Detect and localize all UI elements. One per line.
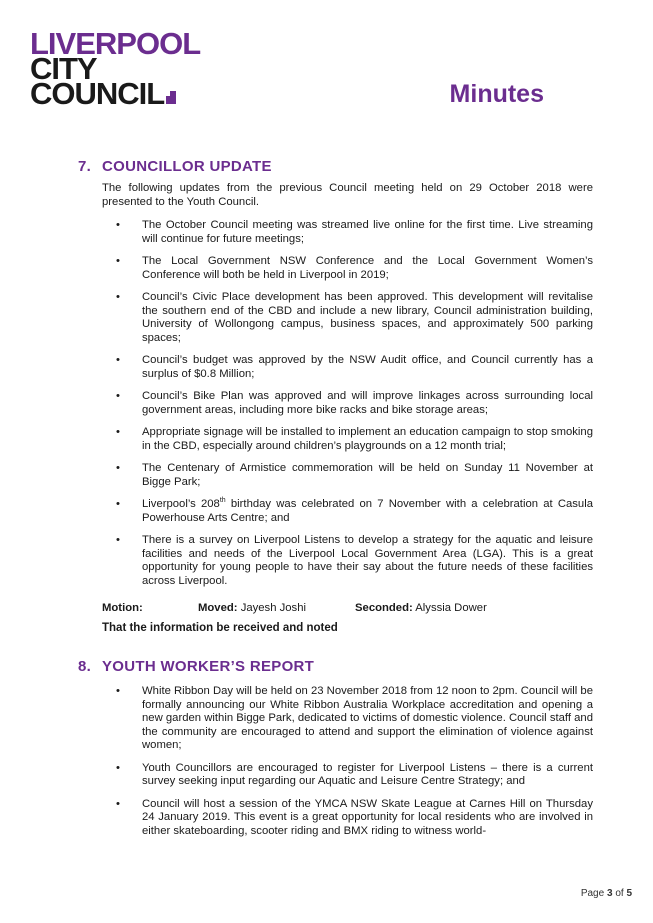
motion-row [102, 602, 593, 614]
logo-mark-icon [166, 96, 176, 104]
total-pages: 5 [626, 888, 632, 899]
logo-line-2: CITY [30, 51, 97, 86]
section-8-heading [78, 658, 593, 675]
section-youth-worker-report [78, 658, 593, 838]
section-8-title: YOUTH WORKER’S REPORT [102, 658, 315, 675]
list-item: • Council’s budget was approved by the NSW Audit office, and Council currently has a surplus of $0.8 Million; [116, 354, 593, 381]
resolution: That the information be received and noted [102, 622, 338, 634]
list-item [116, 498, 593, 525]
list-item: • The October Council meeting was streamed live online for the first time. Live streaming will continue for future meetings; [116, 219, 593, 246]
list-item: • There is a survey on Liverpool Listens to develop a strategy for the aquatic and leisure facilities and needs of the Liverpool Local Government Area (LGA). This is a great opportunity for young people to have their say about the future needs of these facilities across Liverpool. [116, 534, 593, 588]
list-item: • Youth Councillors are encouraged to register for Liverpool Listens – there is a current survey seeking input regarding our Aquatic and Leisure Centre Strategy; and [116, 762, 593, 789]
moved-by [198, 602, 355, 614]
council-logo [30, 26, 220, 111]
motion-label: Motion: [102, 602, 143, 614]
section-7-intro: The following updates from the previous Council meeting held on 29 October 2018 were presented to the Youth Council. [102, 182, 593, 208]
logo-line-1: LIVERPOOL [30, 26, 201, 61]
list-item: • Appropriate signage will be installed to implement an education campaign to stop smoking in the CBD, especially around children’s playgrounds on a 12 month trial; [116, 426, 593, 453]
seconded-label: Seconded: [355, 602, 413, 614]
section-7-bullets [78, 219, 593, 588]
section-7-title: COUNCILLOR UPDATE [102, 158, 272, 175]
birthday-text-prefix: Liverpool’s 208 [142, 498, 220, 510]
seconded-name: Alyssia Dower [415, 602, 487, 614]
section-8-number: 8. [78, 658, 92, 675]
current-page: 3 [606, 888, 613, 899]
section-7-heading [78, 158, 593, 175]
page-label: Page [580, 888, 605, 899]
section-7-number: 7. [78, 158, 92, 175]
list-item: • Council’s Bike Plan was approved and will improve linkages across surrounding local government areas, including more bike racks and bike storage areas; [116, 390, 593, 417]
list-item: • Council’s Civic Place development has been approved. This development will revitalise the southern end of the CBD and include a new library, Council administration building, University of Wollongong campus, business spaces, and approximately 500 parking spaces; [116, 291, 593, 345]
birthday-text-suffix: birthday was celebrated on 7 November with a celebration at Casula Powerhouse Arts Centre; and [142, 498, 593, 524]
list-item: • The Centenary of Armistice commemoration will be held on Sunday 11 November at Bigge Park; [116, 462, 593, 489]
of-label: of [615, 888, 624, 899]
list-item: • The Local Government NSW Conference and the Local Government Women’s Conference will both be held in Liverpool in 2019; [116, 255, 593, 282]
page-number [581, 888, 632, 899]
moved-name: Jayesh Joshi [240, 602, 306, 614]
document-title: Minutes [449, 80, 544, 108]
ordinal-suffix: th [219, 497, 226, 505]
moved-label: Moved: [198, 602, 238, 614]
logo-line-3 [30, 76, 220, 111]
section-8-bullets [78, 685, 593, 838]
section-councillor-update [78, 158, 593, 634]
seconded-by [355, 602, 487, 614]
document-body [78, 158, 593, 847]
logo-line-3-text: COUNCIL [30, 76, 165, 111]
list-item: • White Ribbon Day will be held on 23 November 2018 from 12 noon to 2pm. Council will be formally announcing our White Ribbon Australia Workplace accreditation and opening a new garden within Bigge Park, dedicated to victims of domestic violence. Council staff and the community are encouraged to attend and support the elimination of violence against women; [116, 685, 593, 753]
list-item: • Council will host a session of the YMCA NSW Skate League at Carnes Hill on Thursday 24 January 2019. This event is a great opportunity for local residents who are involved in either skateboarding, scooter riding and BMX riding to witness world- [116, 798, 593, 839]
